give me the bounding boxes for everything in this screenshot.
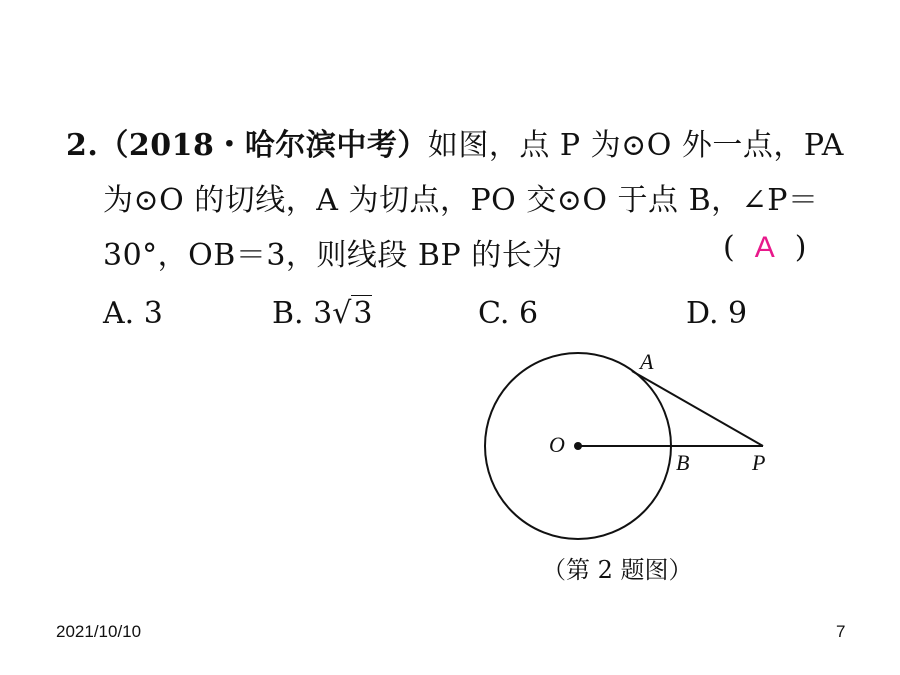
answer-close: ) <box>794 230 807 265</box>
question-text-1: 如图，点 P 为⊙O 外一点，PA <box>427 128 844 163</box>
label-p: P <box>752 450 766 475</box>
question-number: 2. <box>66 128 99 163</box>
answer-open: ( <box>723 230 735 265</box>
label-b: B <box>676 450 690 475</box>
page-number: 7 <box>836 622 846 641</box>
option-a: A. 3 <box>103 296 163 331</box>
label-o: O <box>549 432 565 457</box>
question-line-3: 30°，OB＝3，则线段 BP 的长为 <box>103 238 563 273</box>
sqrt-sign: √ <box>332 296 352 331</box>
footer-date: 2021/10/10 <box>56 622 142 641</box>
center-dot <box>574 442 582 450</box>
label-a: A <box>640 349 654 374</box>
option-d: D. 9 <box>686 296 748 331</box>
option-b-radicand: 3 <box>353 296 373 331</box>
answer-value: A <box>754 231 775 264</box>
question-line-2: 为⊙O 的切线，A 为切点，PO 交⊙O 于点 B，∠P＝ <box>103 183 819 218</box>
question-source: （2018・哈尔滨中考） <box>98 128 428 163</box>
tangent-pa <box>632 371 763 446</box>
figure-caption: （第 2 题图） <box>542 556 693 584</box>
option-c: C. 6 <box>478 296 539 331</box>
option-b-prefix: B. 3 <box>272 296 333 331</box>
